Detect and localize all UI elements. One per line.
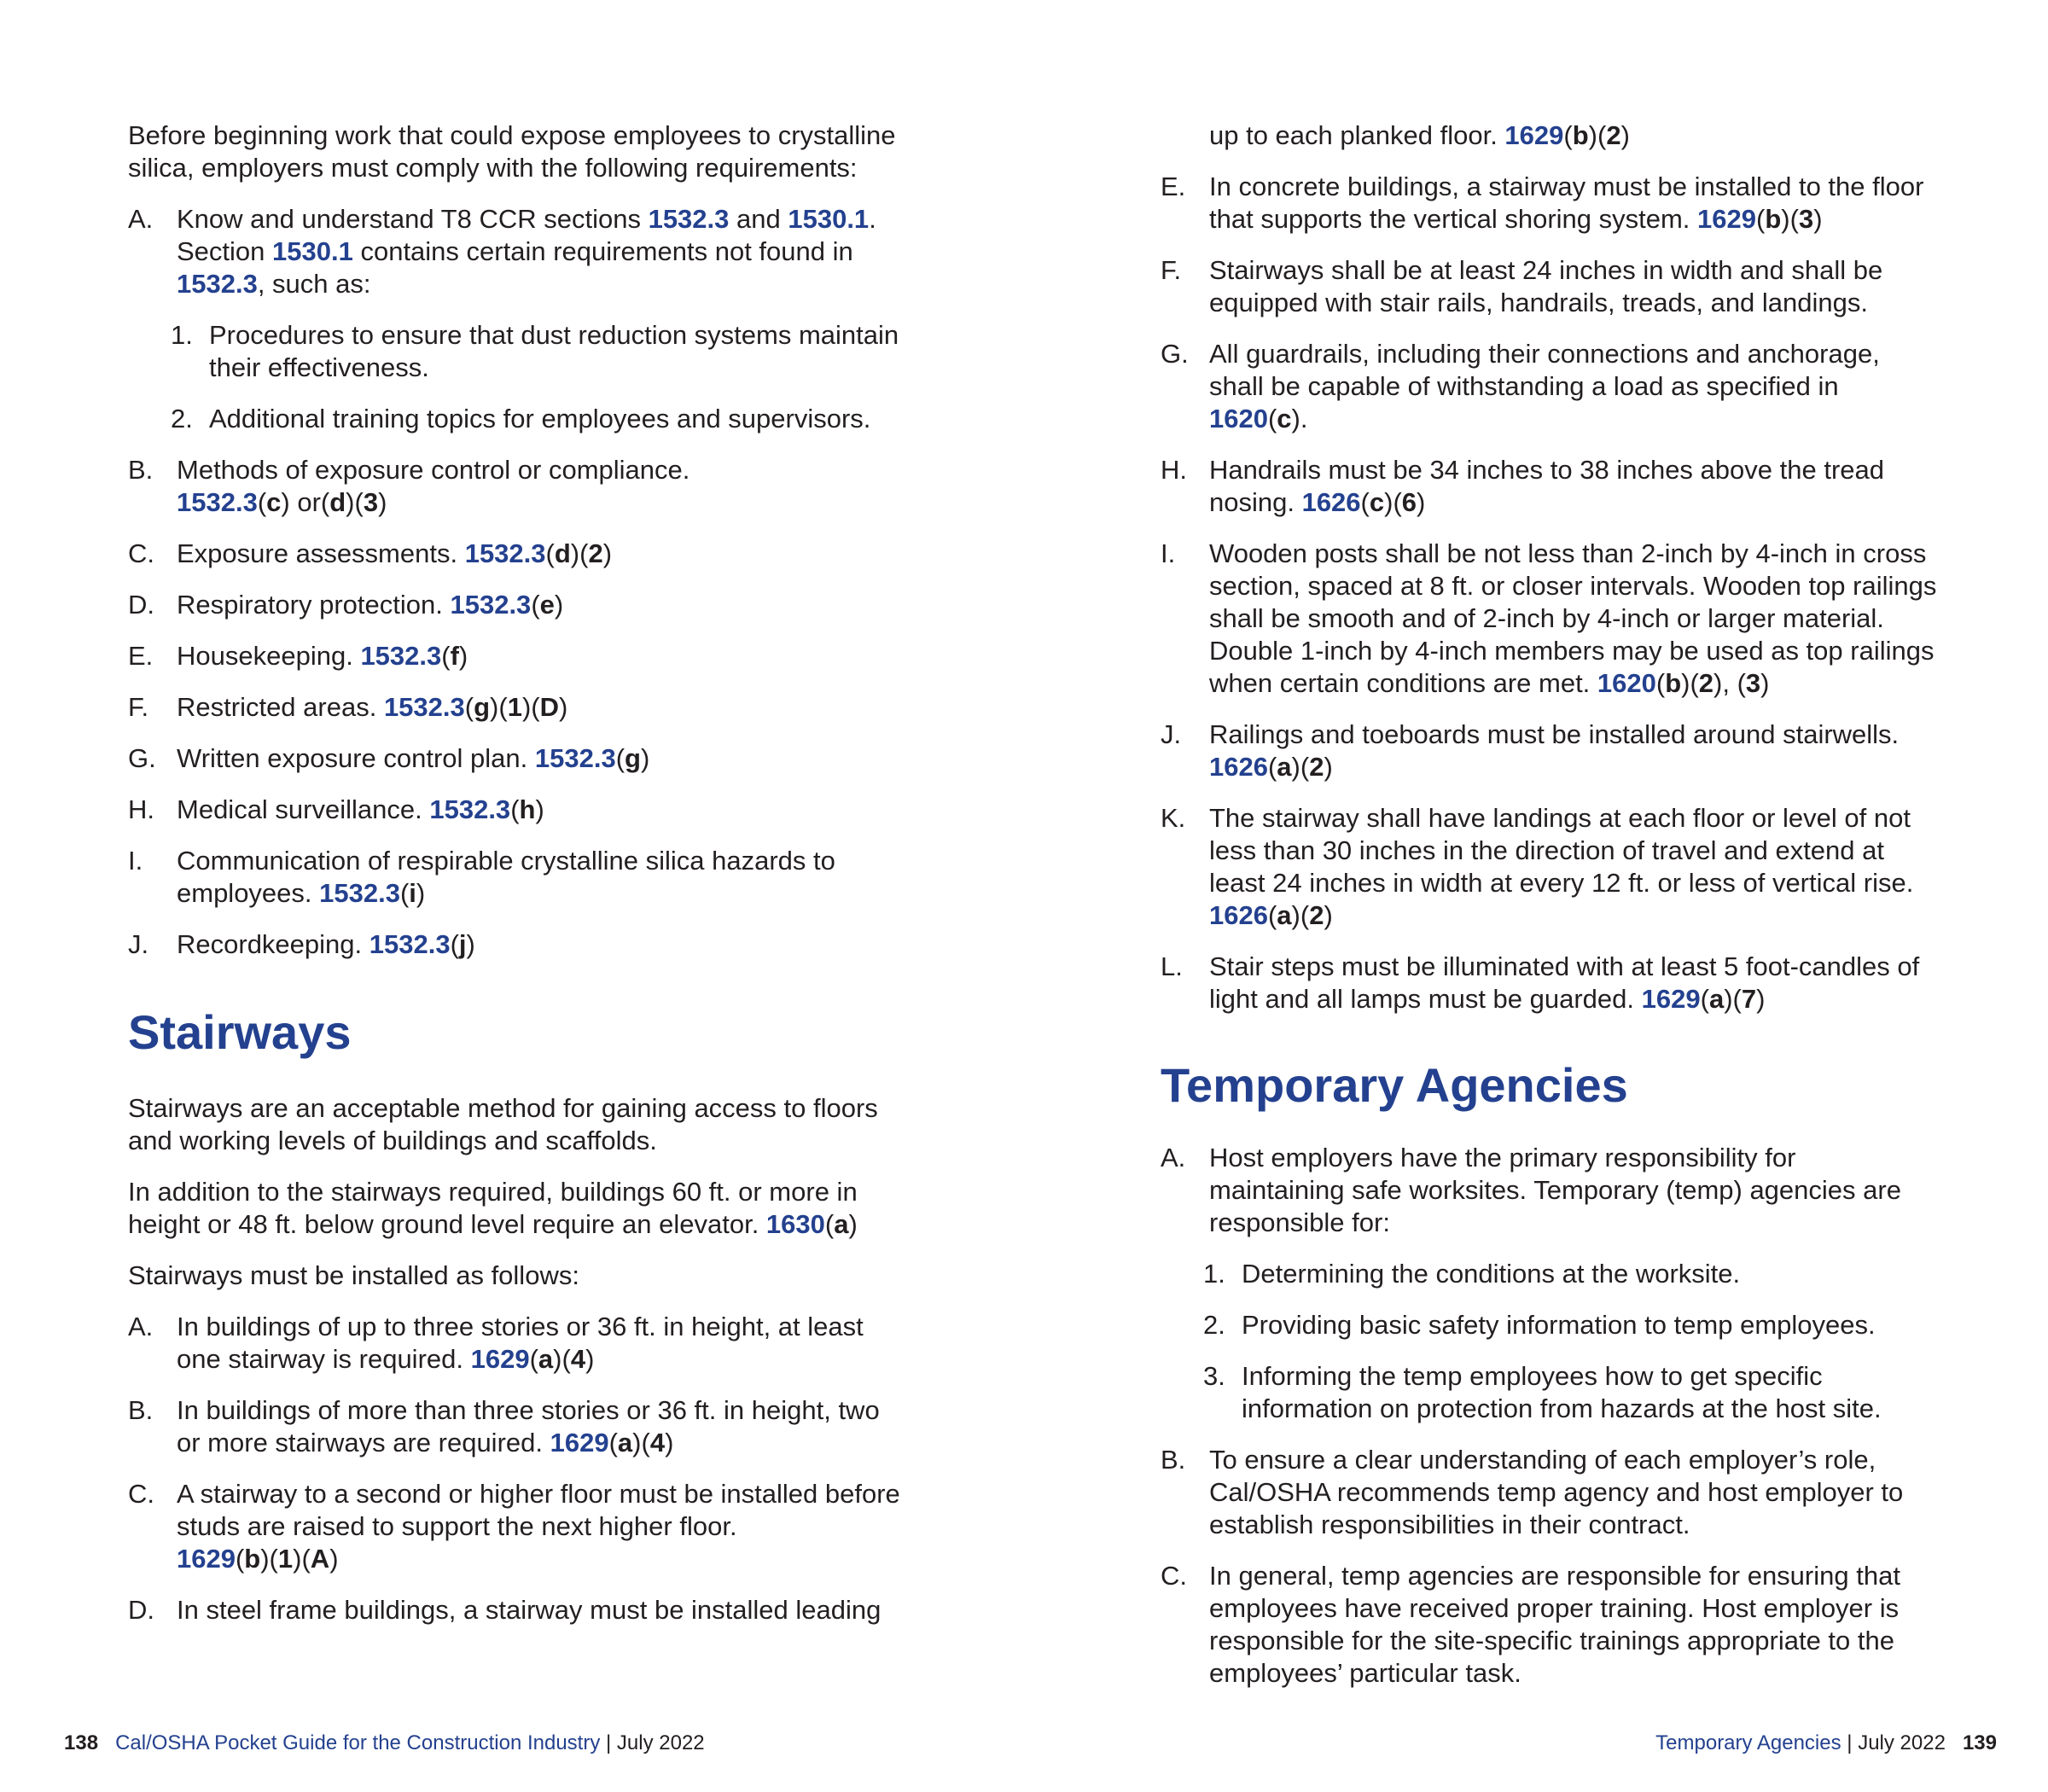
section-ref-link[interactable]: 1532.3 <box>464 538 546 568</box>
paragraph: In addition to the stairways required, buildings 60 ft. or more in height or 48 ft. below ground level require an elevator. 1630(a) <box>128 1177 858 1239</box>
list-item: B. Methods of exposure control or compliance. 1532.3(c) or(d)(3) <box>128 455 690 517</box>
page-footer: Temporary Agencies | July 2022 139 <box>1655 1731 1997 1754</box>
section-ref-link[interactable]: 1620 <box>1597 668 1656 698</box>
section-heading-stairways: Stairways <box>128 1005 352 1059</box>
list-item: L. Stair steps must be illuminated with at least 5 foot-candles of light and all lamps must be guarded. 1629(a)(7) <box>1161 951 1920 1014</box>
list-item: E. In concrete buildings, a stairway must be installed to the floor that supports the vertical shoring system. 1629(b)(3) <box>1161 172 1924 234</box>
section-ref-link[interactable]: 1532.3 <box>369 929 451 959</box>
list-item: 1. Determining the conditions at the worksite. <box>1203 1259 1741 1289</box>
right-column <box>1161 119 1937 1708</box>
silica-intro: Before beginning work that could expose employees to crystalline silica, employers must comply with the following requirements: <box>128 120 896 183</box>
footer-date: July 2022 <box>1858 1731 1946 1754</box>
list-item: I. Communication of respirable crystalline silica hazards to employees. 1532.3(i) <box>128 846 835 908</box>
section-ref-link[interactable]: 1532.3 <box>319 878 400 908</box>
list-item: C. In general, temp agencies are responsible for ensuring that employees have received proper training. Host employer is responsible for the site-specific trainings appropriate to the employees’ particular task. <box>1161 1561 1900 1688</box>
section-ref-link[interactable]: 1629 <box>177 1544 236 1574</box>
sub-list <box>171 319 905 435</box>
list-item: H. Handrails must be 34 inches to 38 inches above the tread nosing. 1626(c)(6) <box>1161 455 1884 517</box>
section-ref-link[interactable]: 1620 <box>1209 404 1268 433</box>
list-item: E. Housekeeping. 1532.3(f) <box>128 641 468 671</box>
section-ref-link[interactable]: 1629 <box>470 1344 530 1374</box>
list-item: C. Exposure assessments. 1532.3(d)(2) <box>128 538 613 568</box>
list-item: I. Wooden posts shall be not less than 2-inch by 4-inch in cross section, spaced at 8 ft. or closer intervals. Wooden top railings shall be smooth and of 2-inch by 4-inch or larger material. Double 1-inch by 4-inch members may be used as top railings when certain conditions are met. 1620(b)(2), (3) <box>1161 538 1937 698</box>
list-item: F. Restricted areas. 1532.3(g)(1)(D) <box>128 692 568 722</box>
list-item: A. Host employers have the primary responsibility for maintaining safe worksites. Temporary (temp) agencies are responsible for: <box>1161 1143 1901 1237</box>
section-ref-link[interactable]: 1629 <box>1504 120 1564 150</box>
temp-agencies-list <box>1161 1142 1937 1690</box>
section-ref-link[interactable]: 1629 <box>1641 984 1701 1014</box>
list-item: J. Recordkeeping. 1532.3(j) <box>128 929 475 959</box>
stairways-list-continued <box>1161 119 1937 1015</box>
footer-title: Temporary Agencies <box>1655 1731 1841 1754</box>
section-ref-link[interactable]: 1630 <box>765 1209 825 1239</box>
section-ref-link[interactable]: 1530.1 <box>272 236 353 266</box>
list-item: K. The stairway shall have landings at each floor or level of not less than 30 inches in the direction of travel and extend at least 24 inches in width at every 12 ft. or less of vertical rise. 1626(a)(2) <box>1161 803 1914 930</box>
section-ref-link[interactable]: 1626 <box>1209 752 1268 782</box>
section-ref-link[interactable]: 1629 <box>550 1428 609 1457</box>
list-item: 2. Providing basic safety information to temp employees. <box>1203 1310 1876 1340</box>
list-item: up to each planked floor. 1629(b)(2) <box>1209 120 1630 150</box>
paragraph: Stairways are an acceptable method for gaining access to floors and working levels of buildings and scaffolds. <box>128 1093 878 1155</box>
section-ref-link[interactable]: 1532.3 <box>177 487 258 517</box>
section-ref-link[interactable]: 1626 <box>1209 900 1268 930</box>
list-item: 2. Additional training topics for employees and supervisors. <box>171 404 871 433</box>
section-ref-link[interactable]: 1532.3 <box>429 794 511 824</box>
list-item: G. All guardrails, including their connections and anchorage, shall be capable of withstanding a load as specified in 1620(c). <box>1161 339 1880 433</box>
list-item: J. Railings and toeboards must be installed around stairwells. 1626(a)(2) <box>1161 719 1900 782</box>
footer-title: Cal/OSHA Pocket Guide for the Construction Industry <box>115 1731 601 1754</box>
stairways-list <box>128 1311 905 1626</box>
list-item: C. A stairway to a second or higher floor must be installed before studs are raised to support the next higher floor. 1629(b)(1)(A) <box>128 1479 900 1574</box>
section-ref-link[interactable]: 1532.3 <box>383 692 465 722</box>
right-page <box>1024 0 2048 1792</box>
list-item: B. To ensure a clear understanding of each employer’s role, Cal/OSHA recommends temp agency and host employer to establish responsibilities in their contract. <box>1161 1445 1904 1539</box>
left-column <box>128 119 905 1645</box>
list-item: F. Stairways shall be at least 24 inches in width and shall be equipped with stair rails, handrails, treads, and landings. <box>1161 255 1883 317</box>
page-number: 139 <box>1962 1731 1997 1754</box>
sub-list <box>1203 1258 1937 1425</box>
section-ref-link[interactable]: 1532.3 <box>177 269 258 299</box>
list-item: A. Know and understand T8 CCR sections 1532.3 and 1530.1. Section 1530.1 contains certain requirements not found in 1532.3, such as: <box>128 204 876 299</box>
section-ref-link[interactable]: 1530.1 <box>788 204 870 234</box>
page-number: 138 <box>64 1731 99 1754</box>
list-item: D. In steel frame buildings, a stairway must be installed leading <box>128 1595 881 1625</box>
list-item: 3. Informing the temp employees how to get specific information on protection from hazards at the host site. <box>1203 1361 1882 1423</box>
section-ref-link[interactable]: 1626 <box>1301 487 1361 517</box>
list-item: 1. Procedures to ensure that dust reduction systems maintain their effectiveness. <box>171 320 899 382</box>
section-ref-link[interactable]: 1532.3 <box>648 204 730 234</box>
section-ref-link[interactable]: 1532.3 <box>534 743 616 773</box>
section-ref-link[interactable]: 1629 <box>1697 204 1757 234</box>
list-item: A. In buildings of up to three stories or 36 ft. in height, at least one stairway is required. 1629(a)(4) <box>128 1312 864 1374</box>
paragraph: Stairways must be installed as follows: <box>128 1260 579 1290</box>
section-ref-link[interactable]: 1532.3 <box>450 590 532 620</box>
section-ref-link[interactable]: 1532.3 <box>360 641 442 671</box>
list-item: G. Written exposure control plan. 1532.3(g) <box>128 743 650 773</box>
list-item: B. In buildings of more than three stories or 36 ft. in height, two or more stairways are required. 1629(a)(4) <box>128 1395 880 1457</box>
list-item: H. Medical surveillance. 1532.3(h) <box>128 794 544 824</box>
page-footer: 138 Cal/OSHA Pocket Guide for the Construction Industry | July 2022 <box>64 1731 705 1754</box>
list-item: D. Respiratory protection. 1532.3(e) <box>128 590 564 620</box>
footer-date: July 2022 <box>616 1731 705 1754</box>
section-heading-temporary-agencies: Temporary Agencies <box>1161 1058 1628 1112</box>
silica-requirements-list <box>128 203 905 961</box>
